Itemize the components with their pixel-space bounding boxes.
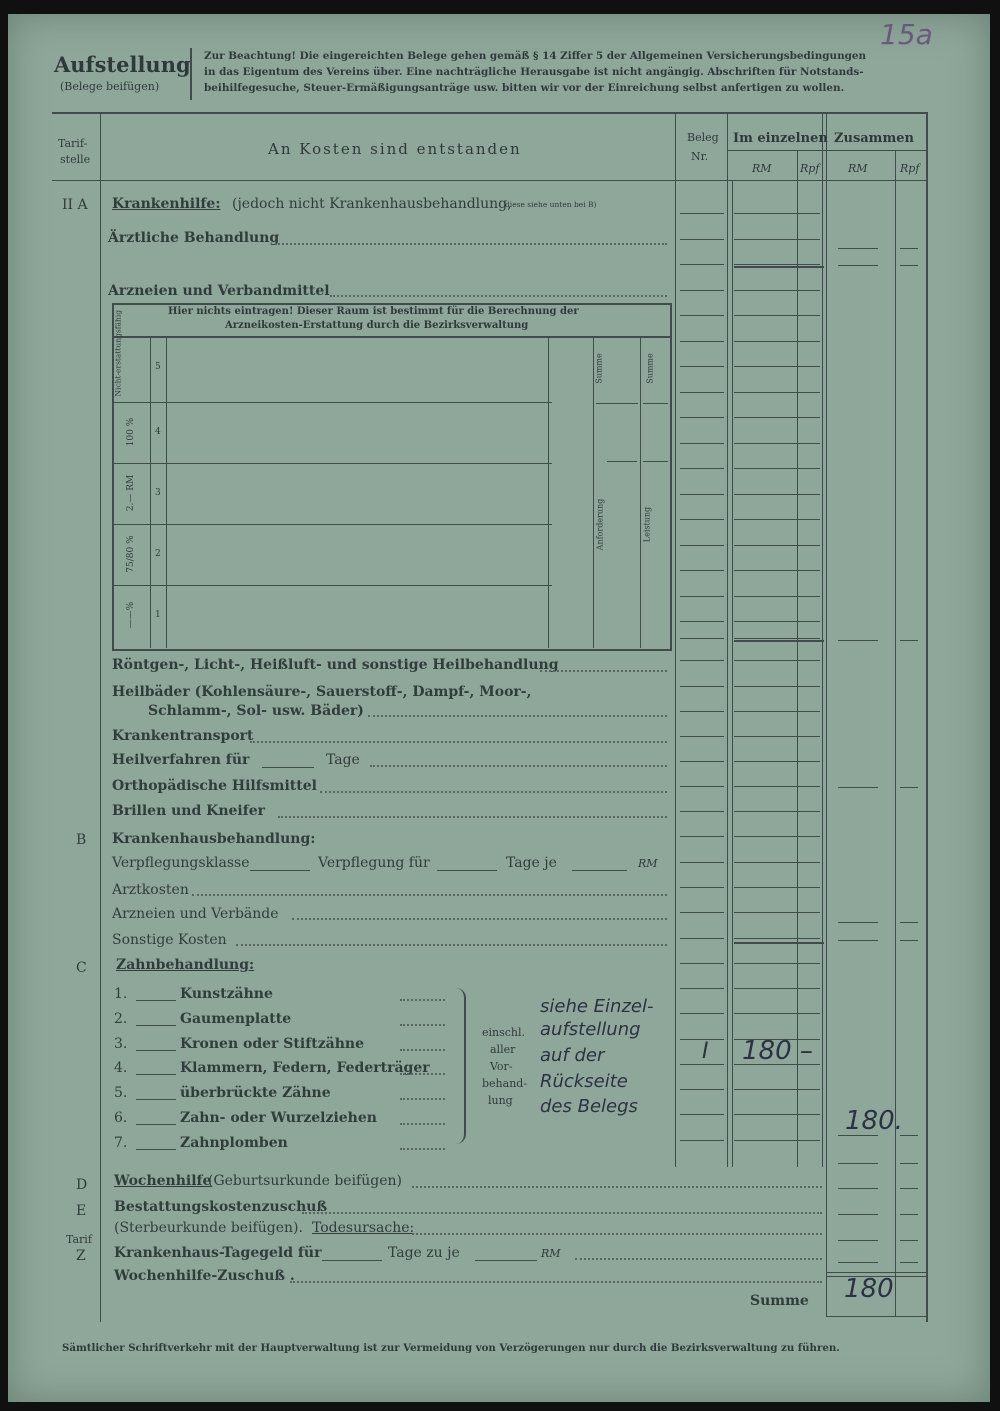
row-tage-je: Tage je <box>506 855 557 871</box>
zahn-item-count-blank[interactable] <box>136 1114 176 1125</box>
box-row-rule-2 <box>112 463 552 464</box>
zusammen-row-rule <box>838 1262 878 1263</box>
handwritten-einzeln-amount: 180 – <box>742 1036 813 1066</box>
zahn-item-number: 5. <box>114 1085 128 1101</box>
summe-bottom-rule <box>826 1316 926 1317</box>
einzeln-row-rule <box>734 443 820 444</box>
einzeln-row-rule <box>734 570 820 571</box>
zahn-item-number: 3. <box>114 1036 128 1052</box>
dots-heilverfahren <box>370 765 667 767</box>
heilverfahren-days-blank[interactable] <box>262 757 314 768</box>
beleg-row-rule <box>680 519 724 520</box>
handwritten-note-2: aufstellung <box>540 1019 641 1040</box>
col-einzeln-rm: RM <box>752 162 772 175</box>
einzeln-row-rule <box>734 887 820 888</box>
subheader-rule <box>727 150 926 151</box>
handwritten-beleg-nr: I <box>702 1039 709 1064</box>
handwritten-zusammen-amount: 180. <box>845 1106 903 1136</box>
row-transport: Krankentransport <box>112 728 254 744</box>
beleg-row-rule <box>680 1114 724 1115</box>
beleg-row-rule <box>680 417 724 418</box>
arznei-calc-box <box>112 303 672 651</box>
zusammen-pf-row-rule <box>900 248 918 249</box>
zahn-item-dots <box>400 1148 445 1150</box>
verpflegungsklasse-blank[interactable] <box>250 860 310 871</box>
beleg-row-rule <box>680 638 724 639</box>
row-roentgen: Röntgen-, Licht-, Heißluft- und sonstige Heilbehandlung <box>112 657 559 673</box>
beleg-row-rule <box>680 786 724 787</box>
einzeln-row-rule <box>734 621 820 622</box>
zahn-item-dots <box>400 999 445 1001</box>
einzeln-row-rule <box>734 596 820 597</box>
zahn-brace <box>452 988 466 1144</box>
beleg-row-rule <box>680 315 724 316</box>
col-zusammen-rm: RM <box>848 162 868 175</box>
section-C: C <box>76 960 87 976</box>
beleg-row-rule <box>680 711 724 712</box>
zahn-item-dots <box>400 1049 445 1051</box>
zahn-brace-line-1: einschl. <box>482 1026 526 1039</box>
beleg-row-rule <box>680 963 724 964</box>
row-arztkosten: Arztkosten <box>112 882 189 898</box>
col-zusammen: Zusammen <box>834 131 914 146</box>
zusammen-pf-row-rule <box>900 1214 918 1215</box>
zahn-item-count-blank[interactable] <box>136 1089 176 1100</box>
einzeln-row-rule <box>734 315 820 316</box>
zusammen-pf-rule <box>895 150 896 1317</box>
box-label-row5: Nicht-erstattungsfähig <box>113 309 123 397</box>
row-brillen: Brillen und Kneifer <box>112 803 266 819</box>
dots-transport <box>250 741 667 743</box>
box-label-row1: ——% <box>126 601 136 629</box>
row-todesursache: Todesursache: <box>312 1220 415 1236</box>
box-num-3: 3 <box>155 488 161 498</box>
beleg-row-rule <box>680 468 724 469</box>
zahn-item-count-blank[interactable] <box>136 1064 176 1075</box>
beleg-row-rule <box>680 862 724 863</box>
box-label-row3: 2.— RM <box>126 474 136 512</box>
dots-roentgen <box>540 670 667 672</box>
kh-tagegeld-days-blank[interactable] <box>322 1250 382 1261</box>
dots-orthopaedisch <box>320 791 667 793</box>
zusammen-pf-row-rule <box>900 265 918 266</box>
einzeln-row-rule <box>734 213 820 214</box>
dots-arzneien-verbaende <box>292 918 667 920</box>
beleg-row-rule <box>680 545 724 546</box>
einzeln-row-rule <box>734 736 820 737</box>
einzeln-row-rule <box>734 1013 820 1014</box>
box-num-2: 2 <box>155 549 161 559</box>
zahn-item-label: Klammern, Federn, Federträger <box>180 1060 430 1076</box>
section-D: D <box>76 1177 88 1193</box>
section-E: E <box>76 1203 87 1219</box>
einzeln-row-rule <box>734 290 820 291</box>
section-tarif-z-label: Tarif <box>66 1233 92 1246</box>
box-label-row2: 75/80 % <box>126 535 136 573</box>
beleg-row-rule <box>680 912 724 913</box>
form-title: Aufstellung <box>54 52 191 77</box>
beleg-row-rule <box>680 938 724 939</box>
dots-sonstige <box>236 944 667 946</box>
footer-note: Sämtlicher Schriftverkehr mit der Hauptverwaltung ist zur Vermeidung von Verzögerungen nur durch die Bezirksverwaltung zu führen. <box>62 1342 840 1354</box>
dots-todesursache <box>412 1233 822 1235</box>
verpflegung-days-blank[interactable] <box>437 860 497 871</box>
zusammen-row-rule <box>838 1214 878 1215</box>
zahn-item-label: Zahnplomben <box>180 1135 288 1151</box>
col-tarif-line1: Tarif- <box>58 137 88 150</box>
row-orthopaedisch: Orthopädische Hilfsmittel <box>112 778 317 794</box>
einzeln-row-rule <box>734 938 820 939</box>
row-sterbeurkunde: (Sterbeurkunde beifügen). <box>114 1220 303 1236</box>
table-right-rule <box>926 112 928 1322</box>
col-kosten: An Kosten sind entstanden <box>268 140 522 158</box>
row-krankenhilfe-note: (jedoch nicht Krankenhausbehandlung, <box>232 196 512 212</box>
einzeln-row-rule <box>734 341 820 342</box>
beleg-row-rule <box>680 1089 724 1090</box>
zahn-item-number: 4. <box>114 1060 128 1076</box>
zusammen-row-rule <box>838 1188 878 1189</box>
beleg-row-rule <box>680 443 724 444</box>
einzeln-row-rule <box>734 1114 820 1115</box>
header-bottom-rule <box>52 180 926 181</box>
einzeln-row-rule <box>734 836 820 837</box>
row-sonstige: Sonstige Kosten <box>112 932 227 948</box>
zahn-brace-line-4: behand- <box>482 1077 528 1090</box>
dots-arztkosten <box>192 894 667 896</box>
col-zusammen-rpf: Rpf <box>900 162 920 175</box>
beleg-row-rule <box>680 761 724 762</box>
beleg-row-rule <box>680 494 724 495</box>
row-arzneien: Arzneien und Verbandmittel <box>108 283 330 299</box>
einzeln-row-rule <box>734 264 820 265</box>
col-tarif-line2: stelle <box>60 153 91 166</box>
dots-bestattung <box>302 1212 822 1214</box>
zahn-brace-line-5: lung <box>488 1094 513 1107</box>
einzeln-row-rule <box>734 417 820 418</box>
box-row-rule-1 <box>112 402 552 403</box>
box-col-rule-5 <box>640 336 641 648</box>
row-heilbaeder-1: Heilbäder (Kohlensäure-, Sauerstoff-, Dampf-, Moor-, <box>112 684 532 700</box>
beleg-row-rule <box>680 239 724 240</box>
beleg-row-rule <box>680 1013 724 1014</box>
zahn-item-label: Zahn- oder Wurzelziehen <box>180 1110 377 1126</box>
handwritten-note-4: Rückseite <box>540 1071 628 1092</box>
box-summe-right: Summe <box>645 353 655 384</box>
row-verpflegung-fuer: Verpflegung für <box>318 855 430 871</box>
col-einzeln-rpf: Rpf <box>800 162 820 175</box>
box-num-5: 5 <box>155 362 161 372</box>
box-col-rule-1 <box>150 336 151 648</box>
beleg-column-rule <box>727 112 728 1167</box>
row-heilverfahren-tage: Tage <box>326 752 360 768</box>
einzeln-row-rule <box>734 545 820 546</box>
notice-line-2: in das Eigentum des Vereins über. Eine nachträgliche Herausgabe ist nicht angängig. Abschriften für Notstands- <box>204 66 864 78</box>
zahn-item-number: 7. <box>114 1135 128 1151</box>
page-number: 15a <box>880 18 933 51</box>
beleg-row-rule <box>680 836 724 837</box>
beleg-row-rule <box>680 290 724 291</box>
beleg-row-rule <box>680 392 724 393</box>
einzeln-row-rule <box>734 1089 820 1090</box>
zahn-item-number: 6. <box>114 1110 128 1126</box>
zusammen-pf-row-rule <box>900 640 918 641</box>
notice-line-1: Zur Beachtung! Die eingereichten Belege gehen gemäß § 14 Ziffer 5 der Allgemeinen Versicherungsbedingungen <box>204 50 867 62</box>
row-heilverfahren: Heilverfahren für <box>112 752 250 768</box>
beleg-row-rule <box>680 570 724 571</box>
table-top-rule <box>52 112 926 114</box>
kh-tagegeld-rate-blank[interactable] <box>475 1250 537 1261</box>
einzeln-row-rule <box>734 366 820 367</box>
zusammen-left-rule <box>826 112 827 1317</box>
dots-wochenhilfe-zuschuss <box>290 1281 822 1283</box>
beleg-row-rule <box>680 621 724 622</box>
box-anforderung: Anforderung <box>595 498 605 551</box>
box-sum-rule-3 <box>607 461 637 462</box>
row-heilbaeder-2: Schlamm-, Sol- usw. Bäder) <box>148 703 364 719</box>
beleg-row-rule <box>680 686 724 687</box>
dots-brillen <box>278 816 667 818</box>
zusammen-pf-row-rule <box>900 1262 918 1263</box>
einzeln-row-rule <box>734 786 820 787</box>
box-row-rule-4 <box>112 585 552 586</box>
dots-aerztliche <box>275 243 667 245</box>
zusammen-pf-row-rule <box>900 1188 918 1189</box>
zahn-item-dots <box>400 1073 445 1075</box>
zahn-item-label: Kronen oder Stiftzähne <box>180 1036 364 1052</box>
zahn-item-number: 1. <box>114 986 128 1002</box>
box-title-1: Hier nichts eintragen! Dieser Raum ist bestimmt für die Berechnung der <box>168 306 579 317</box>
beleg-row-rule <box>680 660 724 661</box>
zahn-item-count-blank[interactable] <box>136 1139 176 1150</box>
col-beleg-line2: Nr. <box>691 150 709 163</box>
handwritten-note-5: des Belegs <box>540 1096 638 1117</box>
summe-double-rule-1 <box>826 1272 926 1273</box>
verpflegung-rate-blank[interactable] <box>572 860 627 871</box>
einzeln-row-rule <box>734 239 820 240</box>
zahn-item-count-blank[interactable] <box>136 1015 176 1026</box>
row-wochenhilfe-zuschuss: Wochenhilfe-Zuschuß . <box>114 1268 295 1284</box>
dots-wochenhilfe <box>412 1186 822 1188</box>
row-verpflegungsklasse: Verpflegungsklasse <box>112 855 250 871</box>
beleg-row-rule <box>680 1140 724 1141</box>
zahn-item-label: überbrückte Zähne <box>180 1085 331 1101</box>
zusammen-pf-row-rule <box>900 1163 918 1164</box>
zusammen-pf-row-rule <box>900 787 918 788</box>
einzeln-row-rule <box>734 519 820 520</box>
zusammen-row-rule <box>838 1240 878 1241</box>
row-arzneien-verbaende: Arzneien und Verbände <box>112 906 279 922</box>
beleg-row-rule <box>680 213 724 214</box>
handwritten-note-3: auf der <box>540 1045 605 1066</box>
beleg-row-rule <box>680 811 724 812</box>
dots-arzneien <box>330 295 667 297</box>
beleg-row-rule <box>680 736 724 737</box>
tarif-column-rule <box>100 112 101 1322</box>
row-aerztliche: Ärztliche Behandlung <box>108 230 280 246</box>
box-label-row4: 100 % <box>126 417 136 447</box>
einzeln-row-rule <box>734 912 820 913</box>
col-beleg-line1: Beleg <box>687 131 719 144</box>
zahn-item-dots <box>400 1098 445 1100</box>
box-col-rule-2 <box>166 336 167 648</box>
box-col-rule-3 <box>548 336 549 648</box>
box-title-rule <box>112 336 670 338</box>
zahn-item-count-blank[interactable] <box>136 1040 176 1051</box>
zusammen-row-rule <box>838 248 878 249</box>
section-B: B <box>76 832 87 848</box>
row-krankenhaus: Krankenhausbehandlung: <box>112 831 316 847</box>
beleg-row-rule <box>680 988 724 989</box>
einzeln-row-rule <box>734 988 820 989</box>
handwritten-note-1: siehe Einzel- <box>540 996 654 1017</box>
beleg-row-rule <box>680 887 724 888</box>
row-wochenhilfe-note: (Geburtsurkunde beifügen) <box>208 1173 402 1189</box>
box-sum-rule-4 <box>643 461 668 462</box>
zahn-item-dots <box>400 1024 445 1026</box>
row-wochenhilfe: Wochenhilfe <box>114 1173 212 1189</box>
einzeln-row-rule <box>734 862 820 863</box>
dots-tagegeld <box>575 1258 822 1260</box>
section-Z: Z <box>76 1248 86 1264</box>
row-tagegeld-rm: RM <box>541 1247 561 1260</box>
einzeln-row-rule <box>734 711 820 712</box>
row-krankenhilfe-note-small: diese siehe unten bei B) <box>505 200 597 209</box>
zahn-brace-line-2: aller <box>490 1043 516 1056</box>
row-kh-tagegeld: Krankenhaus-Tagegeld für <box>114 1245 322 1261</box>
section-IIA: II A <box>62 197 88 213</box>
zusammen-pf-row-rule <box>900 940 918 941</box>
einzeln-row-rule <box>734 660 820 661</box>
einzeln-total-rule <box>734 640 824 642</box>
zahn-item-number: 2. <box>114 1011 128 1027</box>
notice-line-3: beihilfegesuche, Steuer-Ermäßigungsanträge usw. bitten wir vor der Einreichung selbst anfertigen zu wollen. <box>204 82 845 94</box>
einzeln-row-rule <box>734 686 820 687</box>
box-title-2: Arzneikosten-Erstattung durch die Bezirksverwaltung <box>225 320 529 331</box>
row-bestattung: Bestattungskostenzuschuß <box>114 1199 328 1215</box>
zusammen-pf-row-rule <box>900 1240 918 1241</box>
zusammen-row-rule <box>838 1163 878 1164</box>
zahn-item-dots <box>400 1123 445 1125</box>
einzeln-left-rule <box>732 180 733 1167</box>
zahn-brace-line-3: Vor- <box>490 1060 513 1073</box>
box-row-rule-3 <box>112 524 552 525</box>
einzeln-total-rule <box>734 266 824 268</box>
einzeln-row-rule <box>734 494 820 495</box>
zusammen-row-rule <box>838 265 878 266</box>
header-divider <box>190 48 192 100</box>
box-leistung: Leistung <box>642 506 652 543</box>
col-einzelnen: Im einzelnen <box>733 131 828 146</box>
zusammen-row-rule <box>838 922 878 923</box>
box-num-4: 4 <box>155 427 161 437</box>
row-tage-zu-je: Tage zu je <box>388 1245 460 1261</box>
box-summe-left: Summe <box>594 353 604 384</box>
dots-heilbaeder <box>368 715 667 717</box>
zahn-item-count-blank[interactable] <box>136 990 176 1001</box>
einzeln-pf-rule <box>797 150 798 1167</box>
row-zahnbehandlung: Zahnbehandlung: <box>116 957 255 973</box>
zusammen-row-rule <box>838 640 878 641</box>
zahn-item-label: Gaumenplatte <box>180 1011 292 1027</box>
box-num-1: 1 <box>155 610 161 620</box>
beleg-row-rule <box>680 596 724 597</box>
einzeln-row-rule <box>734 761 820 762</box>
beleg-row-rule <box>680 341 724 342</box>
box-summe-rule-1 <box>596 403 638 404</box>
row-rm: RM <box>638 857 658 870</box>
summe-label: Summe <box>750 1293 809 1309</box>
einzeln-row-rule <box>734 963 820 964</box>
einzeln-row-rule <box>734 1140 820 1141</box>
kosten-column-rule <box>675 112 676 1167</box>
handwritten-summe-amount: 180 <box>844 1274 894 1304</box>
einzeln-total-rule <box>734 942 824 944</box>
zusammen-row-rule <box>838 940 878 941</box>
einzeln-row-rule <box>734 811 820 812</box>
beleg-row-rule <box>680 366 724 367</box>
zusammen-row-rule <box>838 787 878 788</box>
einzeln-row-rule <box>734 638 820 639</box>
zahn-item-label: Kunstzähne <box>180 986 273 1002</box>
box-summe-rule-2 <box>643 403 668 404</box>
einzeln-row-rule <box>734 392 820 393</box>
zusammen-pf-row-rule <box>900 922 918 923</box>
form-subtitle: (Belege beifügen) <box>60 80 160 93</box>
beleg-row-rule <box>680 1064 724 1065</box>
row-krankenhilfe: Krankenhilfe: <box>112 196 221 212</box>
einzeln-row-rule <box>734 468 820 469</box>
beleg-row-rule <box>680 264 724 265</box>
